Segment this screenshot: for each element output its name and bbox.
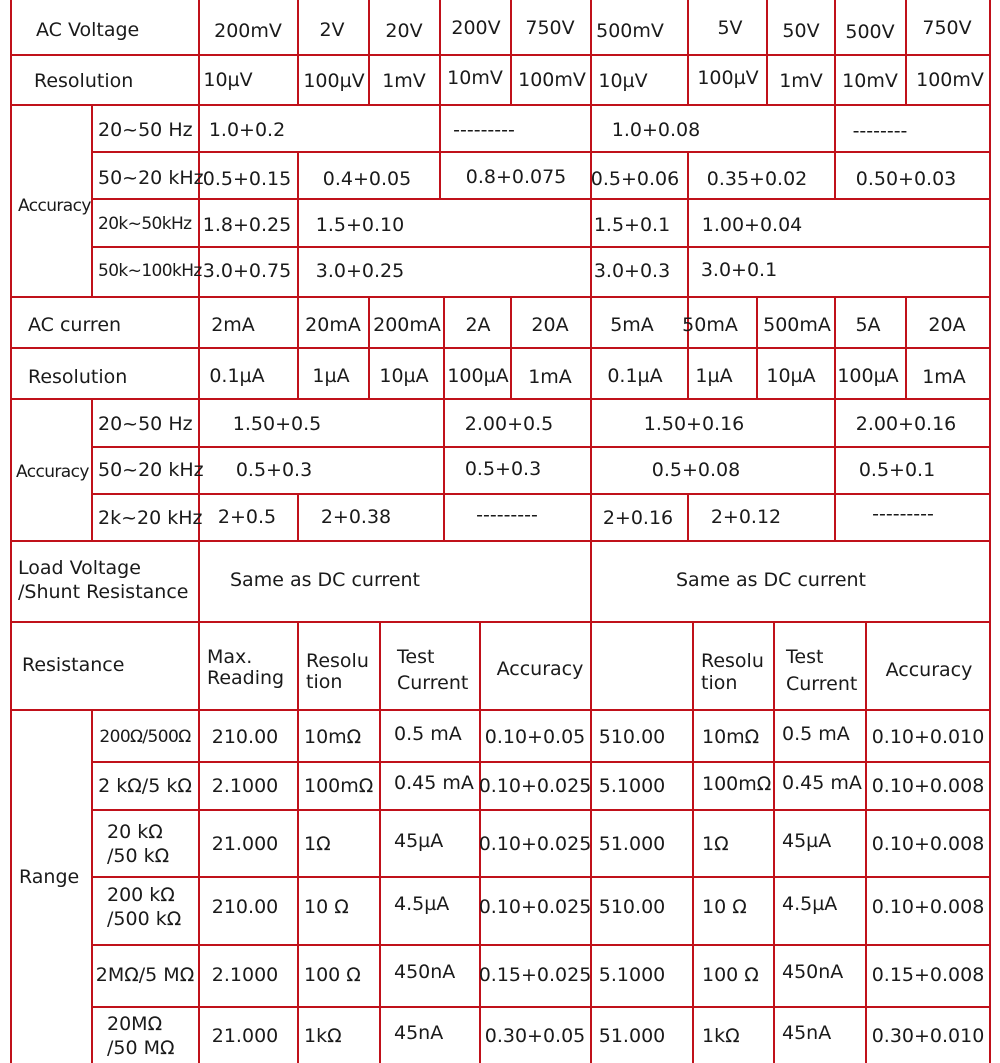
ac-voltage-resolution-label: Resolution [34, 70, 134, 92]
ac-voltage-resolution: 10µV [203, 69, 253, 91]
grid-line [692, 622, 694, 1063]
accuracy-value: 1.0+0.08 [611, 119, 701, 141]
max-reading-value: 51.000 [598, 1025, 666, 1047]
accuracy-value: 0.10+0.025 [478, 833, 592, 855]
ac-current-resolution: 1mA [528, 366, 572, 388]
ac-voltage-resolution: 1mV [382, 70, 426, 92]
ac-voltage-label: AC Voltage [36, 19, 140, 41]
grid-line [510, 297, 512, 399]
grid-line [834, 152, 836, 199]
ac-current-resolution: 0.1µA [209, 365, 265, 387]
grid-line [687, 0, 689, 105]
test-current-value: 45nA [782, 1022, 832, 1044]
accuracy-value: 3.0+0.25 [315, 260, 405, 282]
load-voltage-label: Load Voltage [18, 557, 141, 579]
grid-line [11, 54, 990, 56]
ac-voltage-resolution: 100µV [303, 70, 365, 92]
grid-line [687, 494, 689, 541]
resolution-value: 100 Ω [304, 964, 361, 986]
ac-current-frequency: 2k~20 kHz [98, 507, 203, 529]
test-current-value: 0.5 mA [394, 723, 462, 745]
accuracy-value: 2+0.38 [320, 506, 392, 528]
grid-line [834, 0, 836, 105]
grid-line [443, 447, 445, 494]
grid-line [92, 198, 990, 200]
accuracy-value: 1.0+0.2 [208, 119, 286, 141]
grid-line [297, 494, 299, 541]
grid-line [10, 0, 12, 1063]
grid-line [379, 622, 381, 1063]
ac-voltage-accuracy-label: Accuracy [18, 196, 91, 216]
grid-line [773, 622, 775, 1063]
range-value: 20MΩ [107, 1013, 163, 1035]
shunt-resistance-label: /Shunt Resistance [18, 581, 189, 603]
ac-current-range: 500mA [763, 314, 831, 336]
grid-line [297, 0, 299, 105]
range-value: /500 kΩ [107, 908, 182, 930]
accuracy-value: 2+0.12 [710, 506, 782, 528]
grid-line [687, 199, 689, 247]
accuracy-value: 0.10+0.025 [478, 896, 592, 918]
grid-line [91, 105, 93, 297]
accuracy-value: 0.4+0.05 [322, 168, 412, 190]
grid-line [443, 297, 445, 399]
grid-line [439, 152, 441, 199]
grid-line [11, 709, 990, 711]
grid-line [439, 105, 441, 152]
accuracy-value: 0.35+0.02 [706, 168, 808, 190]
ac-voltage-range: 750V [525, 17, 575, 39]
ac-current-resolution: 100µA [447, 365, 509, 387]
resolution-value: 1Ω [702, 833, 729, 855]
accuracy-header: Accuracy [885, 659, 973, 681]
test-current-header: Current [397, 672, 469, 694]
grid-line [834, 297, 836, 399]
accuracy-value: --------- [476, 504, 538, 526]
ac-current-range: 5A [855, 314, 881, 336]
max-reading-value: 21.000 [211, 833, 279, 855]
grid-line [11, 347, 990, 349]
ac-current-resolution: 0.1µA [607, 365, 663, 387]
ac-current-range: 2A [465, 314, 491, 336]
accuracy-value: --------- [872, 503, 934, 525]
grid-line [297, 297, 299, 399]
accuracy-value: 0.15+0.008 [871, 964, 985, 986]
grid-line [834, 447, 836, 494]
ac-voltage-range: 750V [922, 17, 972, 39]
grid-line [198, 0, 200, 1063]
accuracy-value: 0.50+0.03 [855, 168, 957, 190]
grid-line [766, 0, 768, 105]
grid-line [443, 399, 445, 447]
accuracy-value: 3.0+0.3 [593, 260, 671, 282]
accuracy-value: 0.10+0.025 [478, 775, 592, 797]
max-reading-value: 210.00 [211, 726, 279, 748]
ac-voltage-frequency: 50k~100kHz [98, 261, 202, 281]
ac-voltage-range: 5V [717, 17, 743, 39]
accuracy-value: 0.10+0.008 [871, 833, 985, 855]
grid-line [989, 0, 991, 1063]
ac-current-range: 20A [928, 314, 966, 336]
test-current-header: Test [786, 646, 824, 668]
test-current-value: 0.45 mA [782, 772, 862, 794]
ac-voltage-range: 200V [451, 17, 501, 39]
max-reading-value: 510.00 [598, 726, 666, 748]
resolution-value: 100mΩ [304, 775, 374, 797]
accuracy-value: 0.5+0.08 [651, 459, 741, 481]
ac-current-resolution: 1mA [922, 366, 966, 388]
test-current-value: 0.45 mA [394, 772, 474, 794]
ac-voltage-range: 500V [845, 21, 895, 43]
grid-line [92, 1006, 990, 1008]
grid-line [590, 0, 592, 710]
accuracy-value: --------- [453, 119, 515, 141]
resolution-value: 10mΩ [702, 726, 760, 748]
ac-current-range: 20mA [305, 314, 361, 336]
ac-current-frequency: 50~20 kHz [98, 459, 204, 481]
ac-voltage-resolution: 10mV [447, 67, 503, 89]
resolution-value: 1kΩ [304, 1025, 342, 1047]
accuracy-value: 3.0+0.75 [202, 260, 292, 282]
accuracy-value: 0.5+0.3 [235, 459, 313, 481]
ac-current-resolution-label: Resolution [28, 366, 128, 388]
max-reading-header: Max. [207, 646, 253, 668]
grid-line [92, 761, 990, 763]
accuracy-value: 0.10+0.010 [871, 726, 985, 748]
accuracy-value: 1.5+0.10 [315, 214, 405, 236]
load-left-value: Same as DC current [230, 569, 420, 591]
accuracy-value: 0.30+0.010 [871, 1025, 985, 1047]
accuracy-value: 3.0+0.1 [700, 259, 778, 281]
test-current-value: 4.5µA [782, 893, 838, 915]
ac-current-range: 2mA [211, 314, 255, 336]
grid-line [590, 710, 592, 1063]
resolution-value: 1Ω [304, 833, 331, 855]
accuracy-value: 1.8+0.25 [202, 214, 292, 236]
ac-current-resolution: 1µA [312, 365, 350, 387]
ac-current-resolution: 10µA [766, 365, 816, 387]
load-right-value: Same as DC current [676, 569, 866, 591]
range-value: /50 MΩ [107, 1037, 175, 1059]
test-current-value: 45µA [394, 830, 444, 852]
test-current-value: 450nA [782, 961, 844, 983]
range-value: 2 kΩ/5 kΩ [98, 775, 192, 797]
ac-voltage-range: 500mV [596, 20, 664, 42]
ac-current-range: 20A [531, 314, 569, 336]
resistance-label: Resistance [22, 654, 125, 676]
ac-current-resolution: 100µA [837, 365, 899, 387]
accuracy-header: Accuracy [496, 658, 584, 680]
resolution-header: tion [306, 671, 343, 693]
range-value: 200 kΩ [107, 884, 175, 906]
resolution-value: 100mΩ [702, 773, 772, 795]
grid-line [92, 876, 990, 878]
max-reading-value: 2.1000 [211, 964, 279, 986]
max-reading-value: 210.00 [211, 896, 279, 918]
ac-current-label: AC curren [28, 314, 122, 336]
max-reading-value: 5.1000 [598, 775, 666, 797]
grid-line [834, 105, 836, 152]
ac-current-range: 200mA [373, 314, 441, 336]
ac-current-range: 5mA [610, 314, 654, 336]
range-value: 20 kΩ [107, 821, 163, 843]
grid-line [91, 399, 93, 541]
grid-line [368, 297, 370, 399]
resolution-header: Resolu [306, 650, 369, 672]
grid-line [92, 151, 990, 153]
max-reading-value: 21.000 [211, 1025, 279, 1047]
grid-line [11, 398, 990, 400]
resolution-value: 100 Ω [702, 964, 759, 986]
accuracy-value: 2+0.16 [602, 507, 674, 529]
accuracy-value: 1.5+0.1 [593, 214, 671, 236]
ac-voltage-resolution: 1mV [779, 70, 823, 92]
accuracy-value: 2.00+0.16 [855, 413, 957, 435]
accuracy-value: 0.5+0.15 [202, 168, 292, 190]
ac-current-resolution: 10µA [379, 365, 429, 387]
accuracy-value: 0.5+0.3 [464, 458, 542, 480]
ac-current-frequency: 20~50 Hz [98, 413, 193, 435]
grid-line [368, 0, 370, 105]
ac-voltage-resolution: 100µV [697, 67, 759, 89]
resolution-header: tion [701, 672, 738, 694]
grid-line [91, 710, 93, 1063]
ac-current-range: 50mA [682, 314, 738, 336]
resolution-value: 1kΩ [702, 1025, 740, 1047]
ac-voltage-resolution: 100mV [916, 69, 984, 91]
accuracy-value: 0.30+0.05 [484, 1025, 586, 1047]
grid-line [11, 540, 990, 542]
grid-line [687, 152, 689, 199]
accuracy-value: 0.15+0.025 [478, 964, 592, 986]
grid-line [92, 446, 990, 448]
test-current-value: 4.5µA [394, 893, 450, 915]
accuracy-value: 0.10+0.008 [871, 775, 985, 797]
ac-voltage-frequency: 20k~50kHz [98, 214, 192, 234]
test-current-header: Test [397, 646, 435, 668]
grid-line [834, 399, 836, 447]
grid-line [865, 622, 867, 1063]
resolution-value: 10 Ω [702, 896, 747, 918]
resolution-value: 10mΩ [304, 726, 362, 748]
grid-line [439, 0, 441, 105]
accuracy-value: 0.10+0.008 [871, 896, 985, 918]
grid-line [297, 622, 299, 1063]
range-value: 200Ω/500Ω [99, 727, 191, 747]
test-current-header: Current [786, 673, 858, 695]
ac-voltage-resolution: 10µV [598, 70, 648, 92]
test-current-value: 450nA [394, 961, 456, 983]
grid-line [11, 296, 990, 298]
accuracy-value: 0.8+0.075 [465, 166, 567, 188]
max-reading-value: 51.000 [598, 833, 666, 855]
ac-current-accuracy-label: Accuracy [16, 462, 89, 482]
accuracy-value: 1.50+0.16 [643, 413, 745, 435]
grid-line [834, 494, 836, 541]
ac-voltage-frequency: 20~50 Hz [98, 119, 193, 141]
test-current-value: 45µA [782, 830, 832, 852]
accuracy-value: 2+0.5 [217, 506, 277, 528]
ac-voltage-range: 20V [385, 20, 423, 42]
resolution-value: 10 Ω [304, 896, 349, 918]
ac-voltage-range: 200mV [214, 20, 282, 42]
range-value: 2MΩ/5 MΩ [95, 964, 195, 986]
grid-line [92, 809, 990, 811]
accuracy-value: 0.10+0.05 [484, 726, 586, 748]
grid-line [510, 0, 512, 105]
range-value: /50 kΩ [107, 845, 170, 867]
accuracy-value: -------- [852, 120, 908, 142]
resolution-header: Resolu [701, 650, 764, 672]
ac-voltage-frequency: 50~20 kHz [98, 167, 204, 189]
accuracy-value: 1.00+0.04 [701, 214, 803, 236]
max-reading-value: 5.1000 [598, 964, 666, 986]
grid-line [92, 246, 990, 248]
grid-line [11, 621, 990, 623]
grid-line [297, 247, 299, 297]
ac-voltage-range: 50V [782, 20, 820, 42]
grid-line [297, 199, 299, 247]
max-reading-header: Reading [207, 667, 285, 689]
accuracy-value: 0.5+0.06 [590, 168, 680, 190]
grid-line [92, 944, 990, 946]
grid-line [756, 297, 758, 399]
test-current-value: 45nA [394, 1022, 444, 1044]
ac-voltage-resolution: 100mV [518, 69, 586, 91]
ac-current-resolution: 1µA [695, 365, 733, 387]
test-current-value: 0.5 mA [782, 723, 850, 745]
grid-line [92, 493, 990, 495]
grid-line [443, 494, 445, 541]
max-reading-value: 2.1000 [211, 775, 279, 797]
ac-voltage-resolution: 10mV [842, 70, 898, 92]
grid-line [905, 0, 907, 105]
ac-voltage-range: 2V [319, 19, 345, 41]
max-reading-value: 510.00 [598, 896, 666, 918]
range-label: Range [19, 866, 80, 888]
grid-line [11, 104, 990, 106]
accuracy-value: 1.50+0.5 [232, 413, 322, 435]
grid-line [687, 247, 689, 297]
grid-line [905, 297, 907, 399]
grid-line [297, 152, 299, 199]
accuracy-value: 0.5+0.1 [858, 459, 936, 481]
accuracy-value: 2.00+0.5 [464, 413, 554, 435]
